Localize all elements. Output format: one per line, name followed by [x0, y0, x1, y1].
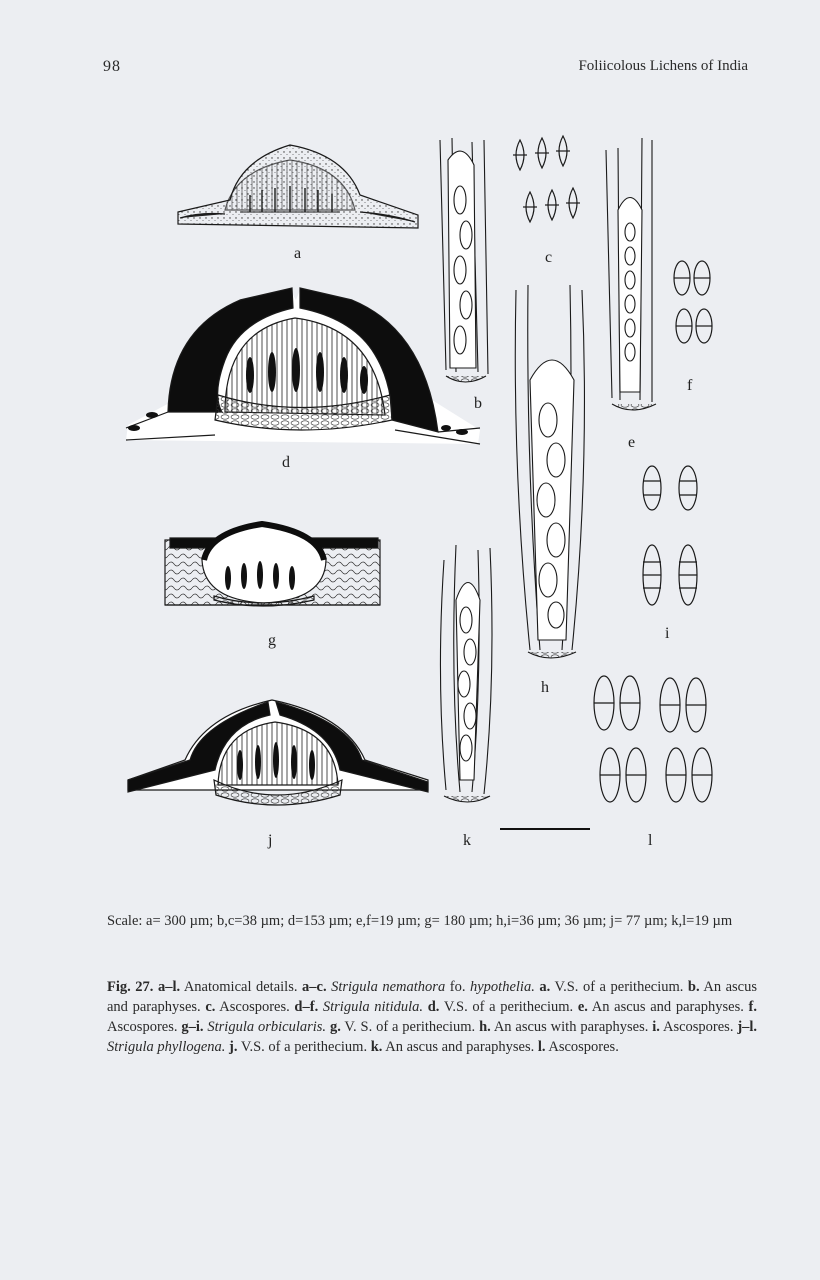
panel-i-drawing — [643, 466, 697, 605]
panel-label-h: h — [541, 679, 549, 696]
caption-l-label: l. — [537, 1039, 546, 1055]
caption-l-text: Ascospores. — [548, 1039, 619, 1055]
caption-g-text: V. S. of a perithecium. — [344, 1019, 476, 1035]
panel-label-k: k — [463, 832, 471, 849]
caption-b-text: An ascus and paraphyses. — [107, 979, 758, 1015]
scale-legend: Scale: a= 300 µm; b,c=38 µm; d=153 µm; e,f=19 µm; g= 180 µm; h,i=36 µm; 36 µm; j= 77 µm; k,l=19 µm — [107, 913, 733, 929]
panel-k-drawing — [440, 545, 492, 802]
caption-k-label: k. — [370, 1039, 383, 1055]
caption-j-label: j. — [229, 1039, 238, 1055]
caption-e-label: e. — [577, 999, 588, 1015]
caption-d-label: d. — [427, 999, 440, 1015]
caption-s3-label: g–i. — [181, 1019, 204, 1035]
caption-f-label: f. — [748, 999, 758, 1015]
panel-j-drawing — [128, 700, 428, 805]
panel-label-b: b — [474, 395, 482, 412]
panel-f-drawing — [674, 261, 712, 343]
caption-k-text: An ascus and paraphyses. — [385, 1039, 535, 1055]
caption-h-label: h. — [479, 1019, 491, 1035]
running-head: Foliicolous Lichens of India — [578, 58, 748, 74]
panel-h-drawing — [515, 285, 584, 658]
caption-intro: Anatomical details. — [183, 979, 298, 995]
panel-label-c: c — [545, 249, 553, 266]
panel-g-drawing — [165, 522, 380, 606]
caption-e-text: An ascus and paraphyses. — [591, 999, 744, 1015]
caption-s1-form: hypothelia. — [469, 979, 535, 995]
caption-h-text: An ascus with paraphyses. — [493, 1019, 649, 1035]
caption-i-label: i. — [652, 1019, 660, 1035]
panel-label-j: j — [268, 832, 273, 849]
panel-label-g: g — [268, 632, 276, 649]
caption-a-label: a. — [539, 979, 551, 995]
caption-g-label: g. — [329, 1019, 341, 1035]
panel-label-i: i — [665, 625, 670, 642]
panel-e-drawing — [606, 138, 656, 410]
caption-s4-label: j–l. — [737, 1019, 758, 1035]
panel-label-f: f — [687, 377, 693, 394]
figure-caption — [107, 977, 757, 1057]
caption-s4-species: Strigula phyllogena. — [107, 1039, 226, 1055]
caption-i-text: Ascospores. — [662, 1019, 734, 1035]
caption-f-text: Ascospores. — [107, 1019, 178, 1035]
caption-s1-species: Strigula nemathora — [331, 979, 446, 995]
panel-label-a: a — [294, 245, 302, 262]
caption-a-text: V.S. of a perithecium. — [554, 979, 684, 995]
panel-b-drawing — [440, 138, 488, 382]
caption-fig-label: Fig. 27. a–l. — [107, 979, 181, 995]
caption-j-text: V.S. of a perithecium. — [240, 1039, 368, 1055]
caption-s3-species: Strigula orbicularis. — [207, 1019, 327, 1035]
caption-s2-label: d–f. — [294, 999, 319, 1015]
panel-l-drawing — [594, 676, 712, 802]
panel-d-drawing — [126, 288, 480, 444]
caption-s2-species: Strigula nitidula. — [322, 999, 424, 1015]
panel-label-l: l — [648, 832, 653, 849]
caption-s1-mid: fo. — [449, 979, 466, 995]
panel-label-d: d — [282, 454, 290, 471]
caption-s1-label: a–c. — [302, 979, 327, 995]
caption-b-label: b. — [687, 979, 700, 995]
panel-c-drawing — [513, 136, 580, 222]
page-number: 98 — [103, 58, 121, 75]
panel-a-drawing — [178, 145, 418, 228]
caption-c-text: Ascospores. — [219, 999, 290, 1015]
caption-c-label: c. — [205, 999, 216, 1015]
panel-label-e: e — [628, 434, 636, 451]
caption-d-text: V.S. of a perithecium. — [443, 999, 574, 1015]
